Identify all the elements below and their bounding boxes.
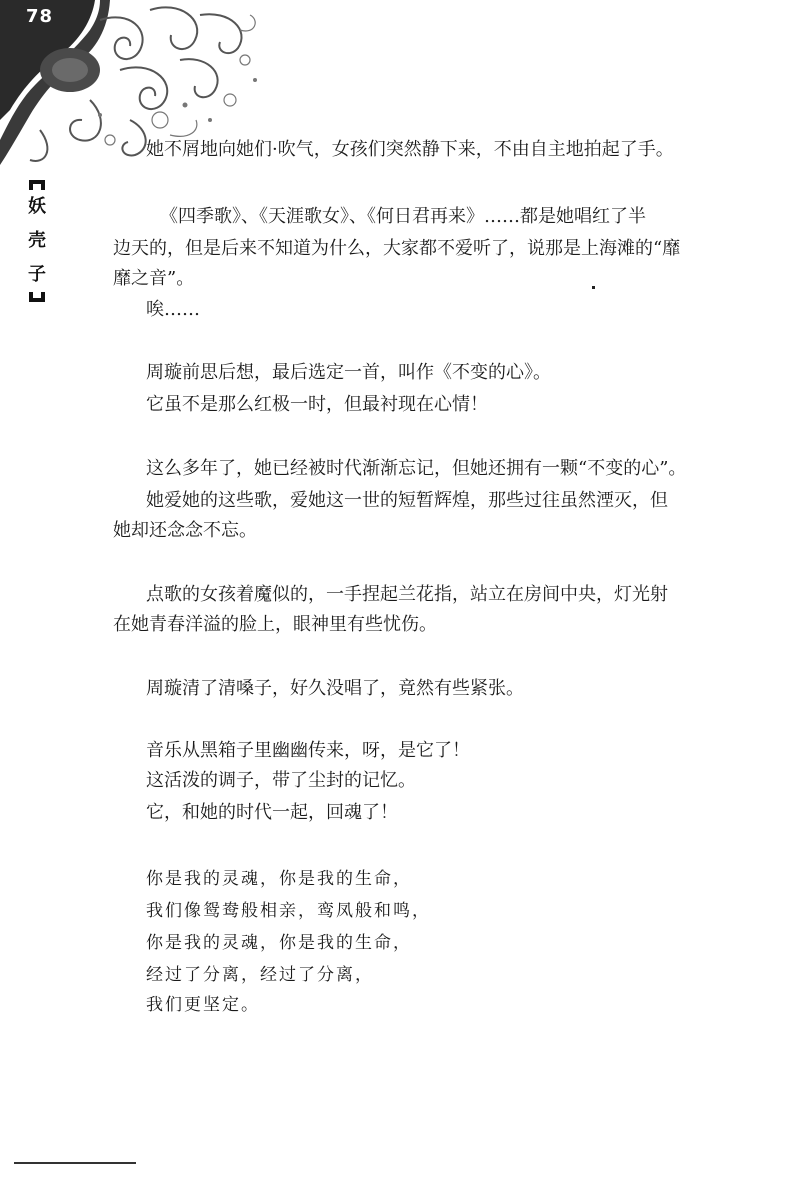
paragraph-8-line-1: 音乐从黑箱子里幽幽传来，呀，是它了！ xyxy=(146,740,470,761)
page-number: 78 xyxy=(26,6,54,27)
paragraph-2-line-2: 边天的，但是后来不知道为什么，大家都不爱听了，说那是上海滩的“靡 xyxy=(113,238,681,259)
paragraph-8-line-3: 它，和她的时代一起，回魂了！ xyxy=(146,802,398,823)
paragraph-4-line-1: 周璇前思后想，最后选定一首，叫作《不变的心》。 xyxy=(146,362,551,383)
paragraph-5-line-1: 这么多年了，她已经被时代渐渐忘记，但她还拥有一颗“不变的心”。 xyxy=(146,458,687,479)
paragraph-1: 她不屑地向她们·吹气，女孩们突然静下来，不由自主地拍起了手。 xyxy=(146,139,674,160)
bracket-top xyxy=(29,180,45,190)
bracket-bottom xyxy=(29,292,45,302)
lyric-line: 你是我的灵魂，你是我的生命， xyxy=(146,869,412,889)
lyric-line: 经过了分离，经过了分离， xyxy=(146,965,374,985)
side-title-char: 壳 xyxy=(28,230,46,251)
side-title-char: 妖 xyxy=(28,196,46,217)
speck xyxy=(592,286,595,289)
paragraph-3: 唉…… xyxy=(146,299,200,320)
paragraph-4-line-2: 它虽不是那么红极一时，但最衬现在心情！ xyxy=(146,394,488,415)
paragraph-6-line-1: 点歌的女孩着魔似的，一手捏起兰花指，站立在房间中央，灯光射 xyxy=(146,584,668,605)
paragraph-6-line-2: 在她青春洋溢的脸上，眼神里有些忧伤。 xyxy=(113,614,437,635)
paragraph-5-line-2: 她爱她的这些歌，爱她这一世的短暂辉煌，那些过往虽然湮灭，但 xyxy=(146,490,668,511)
side-title-char: 子 xyxy=(28,264,46,285)
paragraph-5-line-3: 她却还念念不忘。 xyxy=(113,520,257,541)
lyric-line: 我们更坚定。 xyxy=(146,995,260,1015)
paragraph-8-line-2: 这活泼的调子，带了尘封的记忆。 xyxy=(146,770,416,791)
chapter-side-title xyxy=(22,180,52,302)
footer-rule xyxy=(14,1162,136,1164)
lyric-line: 你是我的灵魂，你是我的生命， xyxy=(146,933,412,953)
paragraph-2-line-1: 《四季歌》、《天涯歌女》、《何日君再来》……都是她唱红了半 xyxy=(160,206,646,227)
lyric-line: 我们像鸳鸯般相亲，鸾凤般和鸣， xyxy=(146,901,431,921)
paragraph-7: 周璇清了清嗓子，好久没唱了，竟然有些紧张。 xyxy=(146,678,524,699)
paragraph-2-line-3: 靡之音”。 xyxy=(113,268,195,289)
